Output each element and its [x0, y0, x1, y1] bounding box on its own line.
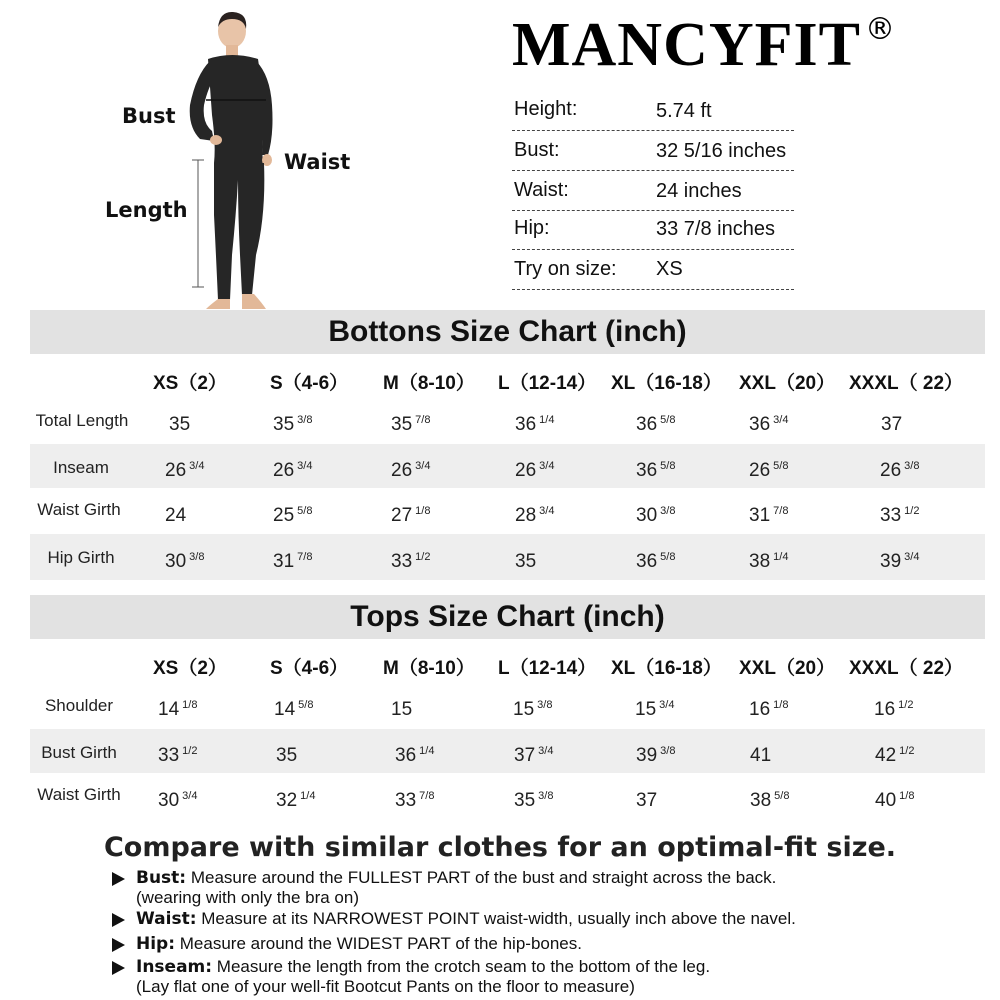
- size-value: 35 $^{3/8}$: [273, 414, 313, 435]
- row-label: Waist Girth: [37, 500, 121, 519]
- info-tryon-row: [512, 251, 794, 290]
- size-value: 30 $^{3/8}$: [636, 505, 676, 526]
- size-value: 35: [169, 414, 191, 435]
- size-value: 32 $^{1/4}$: [276, 790, 316, 811]
- size-value: 31 $^{7/8}$: [273, 551, 313, 572]
- size-header: XS（2）: [153, 373, 227, 394]
- size-value: 36 $^{1/4}$: [515, 414, 555, 435]
- size-header: XXL（20）: [739, 373, 836, 394]
- info-value: 5.74 ft: [656, 100, 712, 122]
- info-key: Height:: [514, 98, 578, 120]
- size-value: 41: [750, 745, 772, 766]
- bust-label: Bust: [122, 104, 176, 128]
- note-bust: [112, 868, 992, 908]
- info-bust-row: [512, 132, 794, 171]
- size-header: XL（16-18）: [611, 658, 722, 679]
- note-text: Measure around the WIDEST PART of the hip-bones.: [175, 934, 582, 953]
- compare-title: Compare with similar clothes for an optimal-fit size.: [103, 832, 897, 863]
- size-value: 15: [391, 699, 413, 720]
- note-text: Measure at its NARROWEST POINT waist-width, usually inch above the navel.: [196, 909, 796, 928]
- info-height-row: [512, 92, 794, 131]
- size-header: M（8-10）: [383, 658, 475, 679]
- play-arrow-icon: [112, 938, 125, 952]
- note-term: Waist:: [136, 909, 197, 929]
- waist-label: Waist: [284, 150, 351, 174]
- info-waist-row: [512, 172, 794, 211]
- length-label: Length: [105, 198, 188, 222]
- tops-size-header: [30, 639, 985, 683]
- size-value: 42 $^{1/2}$: [875, 745, 915, 766]
- note-waist: [112, 909, 992, 929]
- play-arrow-icon: [112, 872, 125, 886]
- size-value: 37: [881, 414, 903, 435]
- table-row: [30, 488, 985, 534]
- table-row: [30, 773, 985, 819]
- size-value: 30 $^{3/4}$: [158, 790, 198, 811]
- table-row: [30, 398, 985, 444]
- table-row: [30, 729, 985, 773]
- note-term: Inseam:: [136, 957, 213, 977]
- size-value: 16 $^{1/2}$: [874, 699, 914, 720]
- size-value: 33 $^{7/8}$: [395, 790, 435, 811]
- size-value: 30 $^{3/8}$: [165, 551, 205, 572]
- size-value: 35: [276, 745, 298, 766]
- table-row: [30, 534, 985, 580]
- size-value: 26 $^{5/8}$: [749, 460, 789, 481]
- info-value: 32 5/16 inches: [656, 140, 787, 162]
- note-extra: (wearing with only the bra on): [136, 888, 360, 907]
- size-value: 36 $^{5/8}$: [636, 460, 676, 481]
- play-arrow-icon: [112, 913, 125, 927]
- size-value: 15 $^{3/8}$: [513, 699, 553, 720]
- size-header: M（8-10）: [383, 373, 475, 394]
- size-value: 26 $^{3/4}$: [391, 460, 431, 481]
- note-hip: [112, 934, 992, 954]
- size-header: XS（2）: [153, 658, 227, 679]
- info-key: Try on size:: [514, 258, 617, 280]
- note-term: Bust:: [136, 868, 187, 888]
- size-value: 33 $^{1/2}$: [880, 505, 920, 526]
- size-value: 36 $^{1/4}$: [395, 745, 435, 766]
- size-value: 39 $^{3/4}$: [880, 551, 920, 572]
- info-value: 24 inches: [656, 180, 742, 202]
- info-key: Bust:: [514, 139, 560, 161]
- size-header: S（4-6）: [270, 373, 349, 394]
- size-value: 26 $^{3/8}$: [880, 460, 920, 481]
- size-value: 40 $^{1/8}$: [875, 790, 915, 811]
- size-value: 33 $^{1/2}$: [158, 745, 198, 766]
- size-header: L（12-14）: [498, 658, 597, 679]
- size-value: 37: [636, 790, 658, 811]
- info-value: 33 7/8 inches: [656, 218, 775, 240]
- table-row: [30, 683, 985, 729]
- size-header: XXL（20）: [739, 658, 836, 679]
- size-header: XXXL（ 22）: [849, 373, 964, 394]
- size-header: XL（16-18）: [611, 373, 722, 394]
- info-hip-row: [512, 211, 794, 250]
- size-value: 38 $^{1/4}$: [749, 551, 789, 572]
- size-value: 24: [165, 505, 187, 526]
- size-value: 36 $^{3/4}$: [749, 414, 789, 435]
- note-inseam: [112, 957, 992, 997]
- size-value: 31 $^{7/8}$: [749, 505, 789, 526]
- size-value: 16 $^{1/8}$: [749, 699, 789, 720]
- row-label: Waist Girth: [37, 785, 121, 804]
- size-value: 15 $^{3/4}$: [635, 699, 675, 720]
- size-value: 33 $^{1/2}$: [391, 551, 431, 572]
- size-value: 26 $^{3/4}$: [515, 460, 555, 481]
- row-label: Total Length: [35, 411, 129, 430]
- row-label: Hip Girth: [47, 548, 115, 567]
- note-text: Measure the length from the crotch seam to the bottom of the leg.: [212, 957, 711, 976]
- row-label: Shoulder: [44, 696, 114, 715]
- table-row: [30, 444, 985, 488]
- play-arrow-icon: [112, 961, 125, 975]
- tops-size-chart: [30, 595, 985, 819]
- size-value: 28 $^{3/4}$: [515, 505, 555, 526]
- size-value: 26 $^{3/4}$: [165, 460, 205, 481]
- size-value: 39 $^{3/8}$: [636, 745, 676, 766]
- bottoms-chart-title: Bottons Size Chart (inch): [30, 310, 985, 354]
- size-value: 35 $^{7/8}$: [391, 414, 431, 435]
- info-key: Waist:: [514, 179, 569, 201]
- size-value: 14 $^{5/8}$: [274, 699, 314, 720]
- size-value: 26 $^{3/4}$: [273, 460, 313, 481]
- row-label: Bust Girth: [41, 743, 117, 762]
- registered-mark: ®: [865, 12, 895, 47]
- size-value: 37 $^{3/4}$: [514, 745, 554, 766]
- size-value: 36 $^{5/8}$: [636, 551, 676, 572]
- size-value: 27 $^{1/8}$: [391, 505, 431, 526]
- note-term: Hip:: [136, 934, 176, 954]
- row-label: Inseam: [53, 458, 109, 477]
- info-key: Hip:: [514, 217, 550, 239]
- note-text: Measure around the FULLEST PART of the bust and straight across the back.: [186, 868, 777, 887]
- size-value: 35: [515, 551, 537, 572]
- size-header: S（4-6）: [270, 658, 349, 679]
- tops-chart-title: Tops Size Chart (inch): [30, 595, 985, 639]
- note-extra: (Lay flat one of your well-fit Bootcut Pants on the floor to measure): [136, 977, 635, 996]
- size-value: 36 $^{5/8}$: [636, 414, 676, 435]
- size-header: L（12-14）: [498, 373, 597, 394]
- size-value: 35 $^{3/8}$: [514, 790, 554, 811]
- bottoms-size-chart: [30, 310, 985, 580]
- info-value: XS: [656, 258, 683, 280]
- model-figure: [170, 5, 280, 310]
- size-value: 14 $^{1/8}$: [158, 699, 198, 720]
- brand-logo: MANCYFIT: [512, 11, 861, 79]
- size-header: XXXL（ 22）: [849, 658, 964, 679]
- size-value: 38 $^{5/8}$: [750, 790, 790, 811]
- size-value: 25 $^{5/8}$: [273, 505, 313, 526]
